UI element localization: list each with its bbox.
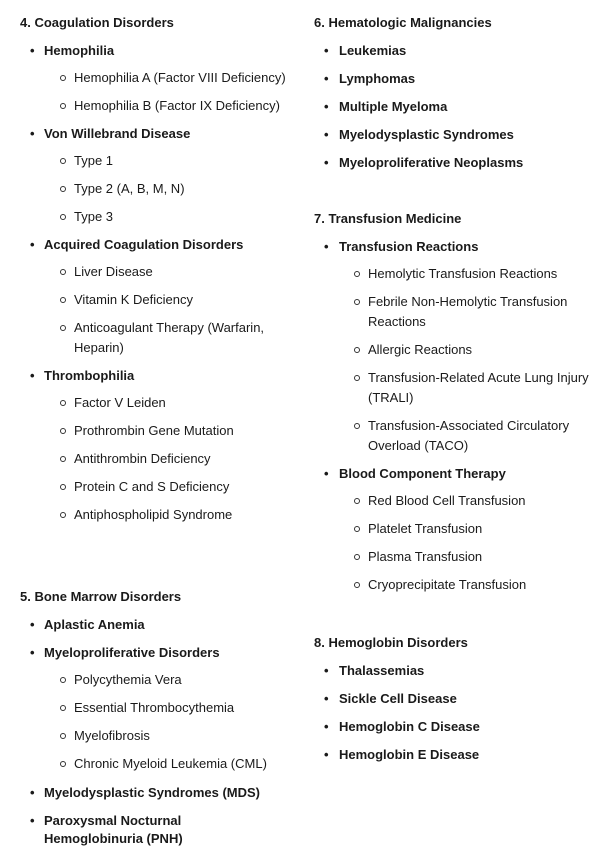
item-label: • Paroxysmal Nocturnal Hemoglobinuria (PNH) [0,812,300,848]
section-title: 7. Transfusion Medicine [314,211,462,226]
section-title: 6. Hematologic Malignancies [314,15,492,30]
list-item [0,42,300,116]
sub-item: Anticoagulant Therapy (Warfarin, Heparin) [0,318,300,358]
list-item [296,70,600,88]
sub-item: Type 1 [0,151,300,171]
sub-item: Myelofibrosis [0,726,300,746]
section-title: 8. Hemoglobin Disorders [314,635,468,650]
sub-item: Cryoprecipitate Transfusion [296,575,600,595]
sub-item: Essential Thrombocythemia [0,698,300,718]
list-item [0,644,300,774]
sub-item: Type 3 [0,207,300,227]
item-label: • Myelodysplastic Syndromes (MDS) [0,784,300,802]
item-list [296,42,600,172]
item-label: • Sickle Cell Disease [296,690,600,708]
section-transfusion-medicine [296,210,600,595]
sub-item: Hemolytic Transfusion Reactions [296,264,600,284]
section-coagulation-disorders [0,14,300,525]
sub-item: Protein C and S Deficiency [0,477,300,497]
item-label: • Hemoglobin E Disease [296,746,600,764]
list-item [296,718,600,736]
item-label: • Myeloproliferative Neoplasms [296,154,600,172]
sub-item: Hemophilia A (Factor VIII Deficiency) [0,68,300,88]
section-title: 5. Bone Marrow Disorders [20,589,182,604]
item-list [296,238,600,595]
list-item [296,154,600,172]
sub-item: Plasma Transfusion [296,547,600,567]
sub-item: Red Blood Cell Transfusion [296,491,600,511]
section-title: 4. Coagulation Disorders [20,15,174,30]
sub-list [0,670,300,774]
sub-list [0,393,300,525]
item-label: • Thrombophilia [0,367,300,385]
list-item [296,42,600,60]
sub-item: Prothrombin Gene Mutation [0,421,300,441]
item-label: • Hemophilia [0,42,300,60]
item-label: • Aplastic Anemia [0,616,300,634]
list-item [296,126,600,144]
list-item [296,238,600,456]
sub-list [296,264,600,456]
item-label: • Lymphomas [296,70,600,88]
list-item [296,98,600,116]
item-label: • Blood Component Therapy [296,465,600,483]
sub-list [0,68,300,116]
list-item [296,662,600,680]
sub-item: Antithrombin Deficiency [0,449,300,469]
item-label: • Hemoglobin C Disease [296,718,600,736]
list-item [296,690,600,708]
item-label: • Myeloproliferative Disorders [0,644,300,662]
item-label: • Acquired Coagulation Disorders [0,236,300,254]
section-hematologic-malignancies [296,14,600,172]
item-list [0,42,300,525]
item-list [0,616,300,848]
list-item [0,236,300,358]
sub-item: Polycythemia Vera [0,670,300,690]
item-list [296,662,600,764]
sub-item: Type 2 (A, B, M, N) [0,179,300,199]
sub-item: Transfusion-Related Acute Lung Injury (TRALI) [296,368,600,408]
section-hemoglobin-disorders [296,634,600,764]
list-item [296,746,600,764]
item-label: • Leukemias [296,42,600,60]
list-item [296,465,600,595]
section-bone-marrow-disorders [0,588,300,848]
sub-item: Platelet Transfusion [296,519,600,539]
list-item [0,367,300,525]
sub-item: Allergic Reactions [296,340,600,360]
item-label: • Myelodysplastic Syndromes [296,126,600,144]
item-label: • Transfusion Reactions [296,238,600,256]
sub-item: Antiphospholipid Syndrome [0,505,300,525]
sub-list [296,491,600,595]
item-label: • Multiple Myeloma [296,98,600,116]
sub-list [0,151,300,227]
sub-item: Vitamin K Deficiency [0,290,300,310]
sub-item: Hemophilia B (Factor IX Deficiency) [0,96,300,116]
list-item [0,812,300,848]
sub-item: Liver Disease [0,262,300,282]
sub-item: Factor V Leiden [0,393,300,413]
sub-item: Febrile Non-Hemolytic Transfusion Reactions [296,292,600,332]
list-item [0,616,300,634]
list-item [0,125,300,227]
sub-item: Transfusion-Associated Circulatory Overload (TACO) [296,416,600,456]
item-label: • Thalassemias [296,662,600,680]
sub-item: Chronic Myeloid Leukemia (CML) [0,754,300,774]
item-label: • Von Willebrand Disease [0,125,300,143]
sub-list [0,262,300,358]
list-item [0,784,300,802]
